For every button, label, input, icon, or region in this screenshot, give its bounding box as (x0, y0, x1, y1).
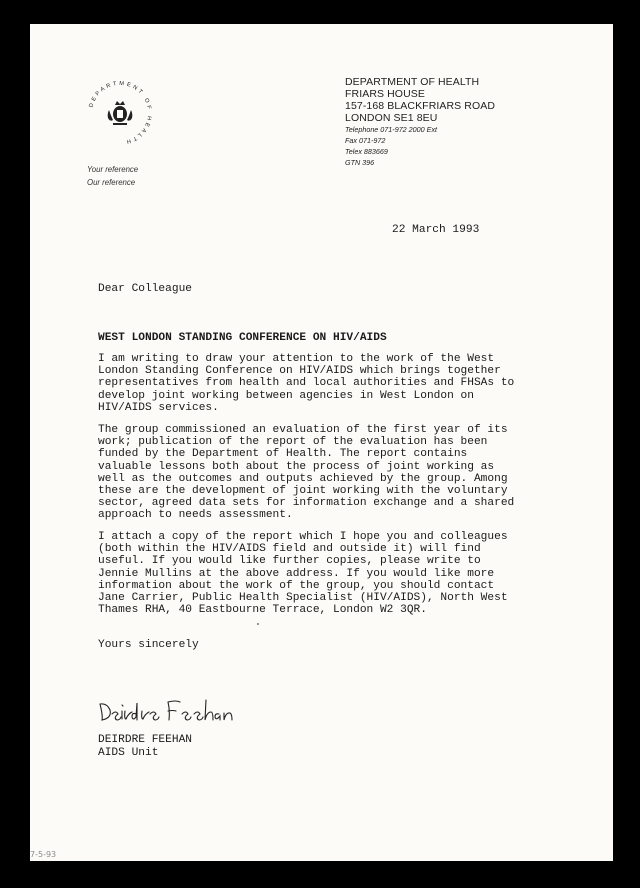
salutation: Dear Colleague (98, 283, 192, 295)
address-line: FRIARS HOUSE (345, 88, 425, 100)
department-of-health-crest (85, 78, 155, 148)
address-line: DEPARTMENT OF HEALTH (345, 76, 480, 88)
our-reference-label: Our reference (87, 178, 136, 187)
text-line: these are the development of joint working with the voluntary (98, 485, 508, 498)
handwritten-signature (98, 694, 248, 724)
letterhead-address (345, 76, 495, 168)
paragraph-1 (98, 353, 548, 414)
text-line: I am writing to draw your attention to the work of the West (98, 353, 495, 365)
text-line: approach to needs assessment. (98, 509, 293, 522)
text-line: HIV/AIDS services. (98, 401, 219, 414)
text-line: Thames RHA, 40 Eastbourne Terrace, London W2 3QR. (98, 604, 427, 617)
address-line: 157-168 BLACKFRIARS ROAD (345, 100, 496, 112)
closing: Yours sincerely (98, 639, 199, 651)
fax-line: Fax 071-972 (345, 136, 386, 145)
signer-unit: AIDS Unit (98, 747, 159, 759)
signer-block (98, 734, 192, 760)
subject-line: WEST LONDON STANDING CONFERENCE ON HIV/AIDS (98, 332, 387, 344)
paragraph-3 (98, 531, 548, 616)
your-reference-label: Your reference (87, 165, 139, 174)
signer-name: DEIRDRE FEEHAN (98, 734, 192, 746)
text-line: London Standing Conference on HIV/AIDS which brings together (98, 365, 501, 378)
text-line: I attach a copy of the report which I hope you and colleagues (98, 531, 508, 543)
letter-date: 22 March 1993 (392, 224, 480, 236)
text-line: funded by the Department of Health. The report contains (98, 448, 468, 461)
text-line: Jane Carrier, Public Health Specialist (HIV/AIDS), North West (98, 592, 508, 605)
pencil-annotation: 7-5-93 (30, 850, 57, 859)
gtn-line: GTN 396 (345, 158, 375, 167)
text-line: sector, agreed data sets for information exchange and a shared (98, 497, 515, 510)
text-line: well as the outcomes and outputs achieved by the group. Among (98, 472, 508, 485)
text-line: valuable lessons both about the process of joint working as (98, 460, 495, 473)
crest-text: DEPARTMENT OF HEALTH (88, 80, 153, 145)
paper-speck (257, 623, 259, 625)
text-line: information about the work of the group, you should contact (98, 579, 495, 592)
text-line: work; publication of the report of the evaluation has been (98, 436, 488, 449)
text-line: representatives from health and local authorities and FHSAs to (98, 377, 515, 390)
text-line: (both within the HIV/AIDS field and outside it) will find (98, 543, 481, 556)
text-line: The group commissioned an evaluation of the first year of its (98, 424, 508, 436)
text-line: Jennie Mullins at the above address. If you would like more (98, 567, 495, 580)
text-line: develop joint working between agencies in West London on (98, 389, 474, 402)
telephone-line: Telephone 071-972 2000 Ext (345, 125, 438, 134)
paragraph-2 (98, 424, 548, 522)
telex-line: Telex 883669 (345, 147, 388, 156)
address-line: LONDON SE1 8EU (345, 112, 438, 124)
reference-block (87, 163, 138, 189)
text-line: useful. If you would like further copies, please write to (98, 555, 481, 568)
